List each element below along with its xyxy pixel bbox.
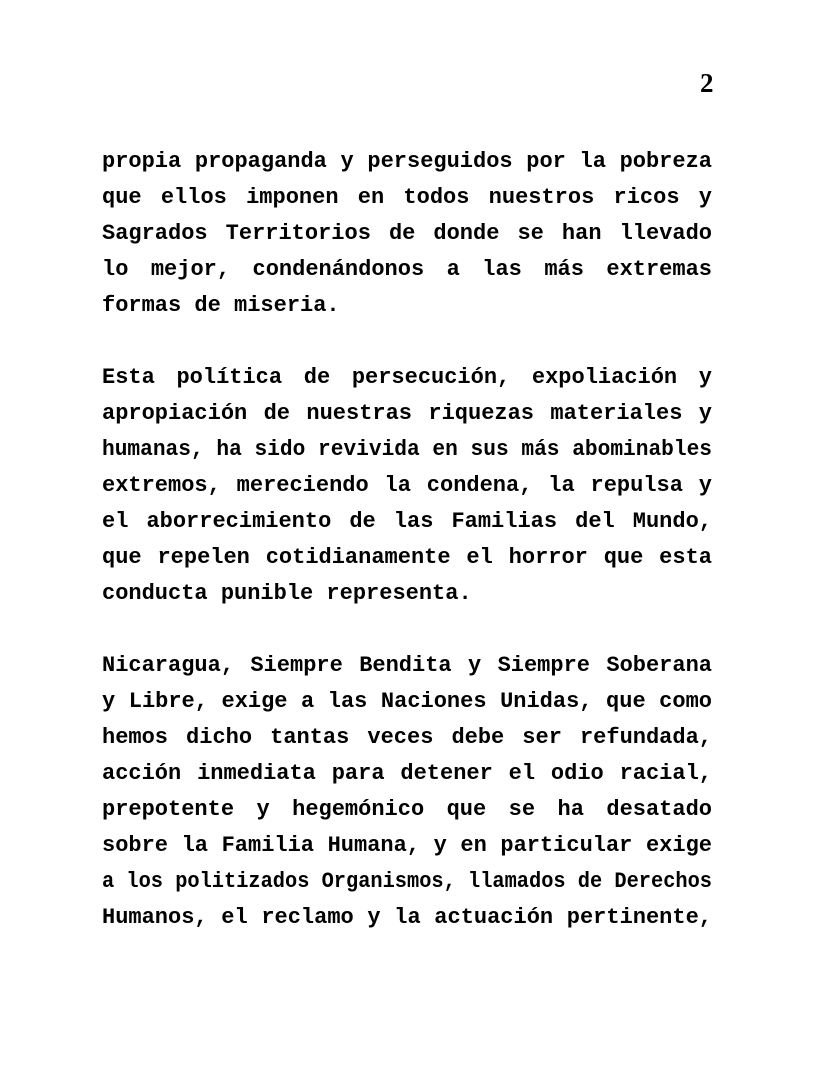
text-line: hemos dicho tantas veces debe ser refundada, xyxy=(102,725,712,750)
text-line: el aborrecimiento de las Familias del Mundo, xyxy=(102,509,712,534)
text-line: acción inmediata para detener el odio racial, xyxy=(102,761,712,786)
paragraph xyxy=(102,360,712,612)
text-line: prepotente y hegemónico que se ha desatado xyxy=(102,797,712,822)
text-line: a los politizados Organismos, llamados de Derechos xyxy=(102,869,712,894)
text-line: sobre la Familia Humana, y en particular exige xyxy=(102,833,712,858)
text-line: que repelen cotidianamente el horror que esta xyxy=(102,545,712,570)
text-line: Esta política de persecución, expoliación y xyxy=(102,365,712,390)
paragraph xyxy=(102,144,712,324)
text-line: conducta punible representa. xyxy=(102,581,472,606)
text-line: Humanos, el reclamo y la actuación pertinente, xyxy=(102,905,712,930)
text-line: Nicaragua, Siempre Bendita y Siempre Soberana xyxy=(102,653,712,678)
text-line: propia propaganda y perseguidos por la pobreza xyxy=(102,149,712,174)
paragraph xyxy=(102,648,712,936)
document-text xyxy=(102,144,712,972)
text-line: y Libre, exige a las Naciones Unidas, que como xyxy=(102,689,712,714)
text-line: apropiación de nuestras riquezas materiales y xyxy=(102,401,712,426)
text-line: Sagrados Territorios de donde se han llevado xyxy=(102,221,712,246)
text-line: que ellos imponen en todos nuestros ricos y xyxy=(102,185,712,210)
text-line: extremos, mereciendo la condena, la repulsa y xyxy=(102,473,712,498)
text-line: formas de miseria. xyxy=(102,293,340,318)
page-number: 2 xyxy=(700,68,714,98)
text-line: lo mejor, condenándonos a las más extremas xyxy=(102,257,712,282)
text-line: humanas, ha sido revivida en sus más abominables xyxy=(102,437,712,462)
